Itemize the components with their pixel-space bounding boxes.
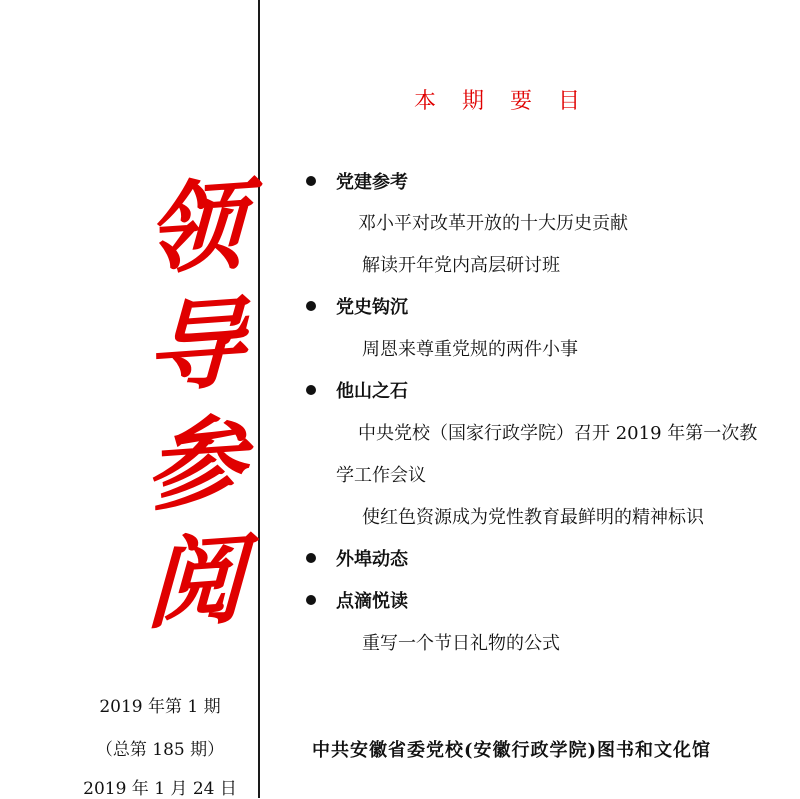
bullet-icon xyxy=(306,176,316,186)
bullet-icon xyxy=(306,385,316,395)
toc-heading-char: 要 xyxy=(510,89,559,114)
toc-section xyxy=(306,377,408,403)
toc-article: 解读开年党内高层研讨班 xyxy=(362,255,560,276)
publisher-footer: 中共安徽省委党校(安徽行政学院)图书和文化馆 xyxy=(312,740,712,761)
issue-number: 2019 年第 1 期 xyxy=(99,697,221,717)
section-title: 点滴悦读 xyxy=(336,591,408,612)
toc-article: 周恩来尊重党规的两件小事 xyxy=(362,339,578,360)
toc-article: 重写一个节日礼物的公式 xyxy=(362,633,560,654)
bullet-icon xyxy=(306,595,316,605)
toc-heading xyxy=(414,84,614,115)
toc-article-continuation: 学工作会议 xyxy=(336,465,426,486)
masthead-char: 领 xyxy=(144,167,246,290)
bullet-icon xyxy=(306,553,316,563)
toc-section xyxy=(306,587,408,613)
section-title: 党史钩沉 xyxy=(336,297,408,318)
toc-section xyxy=(306,168,408,194)
masthead-title xyxy=(140,167,250,644)
toc-heading-char: 本 xyxy=(414,89,463,114)
toc-article: 邓小平对改革开放的十大历史贡献 xyxy=(358,213,628,234)
toc-section xyxy=(306,545,408,571)
toc-heading-char: 目 xyxy=(558,89,607,114)
masthead-char: 参 xyxy=(144,403,246,526)
issue-total-number: （总第 185 期） xyxy=(95,740,225,760)
issue-date: 2019 年 1 月 24 日 xyxy=(83,779,237,799)
section-title: 他山之石 xyxy=(336,381,408,402)
vertical-divider xyxy=(258,0,260,798)
section-title: 外埠动态 xyxy=(336,549,408,570)
masthead-char: 导 xyxy=(144,285,246,408)
masthead-char: 阅 xyxy=(144,521,246,644)
toc-article: 中央党校（国家行政学院）召开 2019 年第一次教 xyxy=(358,423,758,444)
toc-section xyxy=(306,293,408,319)
section-title: 党建参考 xyxy=(336,172,408,193)
toc-article: 使红色资源成为党性教育最鲜明的精神标识 xyxy=(362,507,704,528)
bullet-icon xyxy=(306,301,316,311)
toc-heading-char: 期 xyxy=(462,89,511,114)
